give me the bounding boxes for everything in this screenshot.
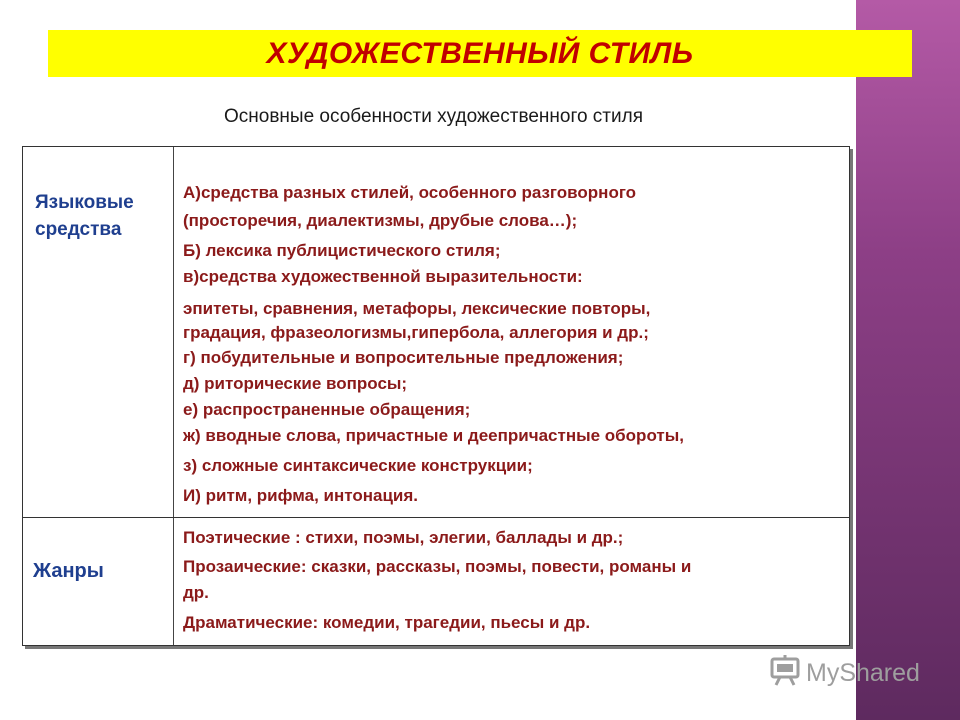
title-banner bbox=[48, 30, 912, 77]
genre-line: Поэтические : стихи, поэмы, элегии, баллады и др.; bbox=[183, 528, 624, 547]
feature-line: А)средства разных стилей, особенного разговорного bbox=[183, 183, 637, 202]
feature-line: эпитеты, сравнения, метафоры, лексические повторы, bbox=[183, 299, 651, 318]
feature-line: г) побудительные и вопросительные предложения; bbox=[183, 348, 624, 367]
features-cell bbox=[183, 147, 841, 517]
category-label bbox=[35, 189, 134, 243]
feature-line: е) распространенные обращения; bbox=[183, 400, 471, 419]
category-label: Жанры bbox=[33, 560, 104, 582]
feature-line: в)средства художественной выразительности: bbox=[183, 267, 583, 286]
category-cell bbox=[23, 147, 174, 517]
genre-line: Драматические: комедии, трагедии, пьесы и др. bbox=[183, 613, 591, 632]
table-row-genres bbox=[22, 517, 850, 646]
feature-line: з) сложные синтаксические конструкции; bbox=[183, 456, 533, 475]
table-caption: Основные особенности художественного стиля bbox=[224, 106, 643, 127]
genre-line: Прозаические: сказки, рассказы, поэмы, повести, романы и bbox=[183, 557, 692, 576]
feature-line: д) риторические вопросы; bbox=[183, 374, 408, 393]
category-cell bbox=[23, 518, 174, 645]
table-row-language-means bbox=[22, 146, 850, 518]
watermark-text: MyShared bbox=[806, 658, 920, 687]
page-title: ХУДОЖЕСТВЕННЫЙ СТИЛЬ bbox=[266, 36, 694, 70]
genres-cell bbox=[183, 518, 841, 645]
feature-line: ж) вводные слова, причастные и деепричастные обороты, bbox=[183, 426, 684, 445]
category-label-line: Языковые bbox=[35, 192, 134, 213]
decorative-side-band bbox=[856, 0, 960, 720]
feature-line: Б) лексика публицистического стиля; bbox=[183, 241, 501, 260]
genre-line: др. bbox=[183, 583, 209, 602]
presentation-board-icon bbox=[768, 654, 802, 693]
feature-line: И) ритм, рифма, интонация. bbox=[183, 486, 418, 505]
feature-line: (просторечия, диалектизмы, друбые слова…); bbox=[183, 211, 578, 230]
watermark-logo bbox=[768, 655, 920, 691]
feature-line: градация, фразеологизмы,гипербола, аллегория и др.; bbox=[183, 323, 649, 342]
category-label-line: средства bbox=[35, 219, 122, 240]
